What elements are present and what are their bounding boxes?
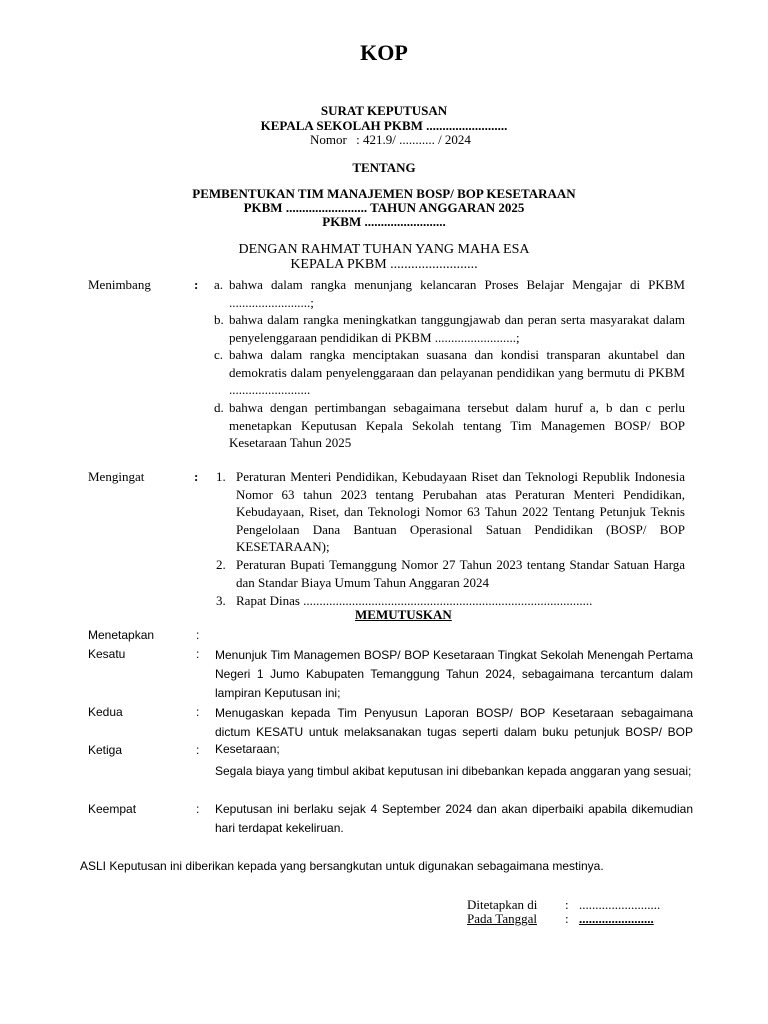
subject-line-1: PEMBENTUKAN TIM MANAJEMEN BOSP/ BOP KESETARAAN [192,186,576,201]
head-line: KEPALA PKBM ......................... [290,257,478,272]
menimbang-item-b [214,311,685,347]
nomor-value: : 421.9/ ........... / 2024 [356,132,471,147]
kesatu-colon: : [196,647,200,661]
item-marker: a. [214,277,224,292]
pada-tanggal-row [467,911,578,927]
blessing-line: DENGAN RAHMAT TUHAN YANG MAHA ESA [238,242,530,257]
memutuskan-heading: MEMUTUSKAN [355,607,452,622]
kedua-text: Menugaskan kepada Tim Penyusun Laporan BOSP/ BOP Kesetaraan sebagaimana dictum KESATU untuk melaksanakan tugas seperti dalam buku petunjuk BOSP/ BOP [215,706,693,739]
keempat-label: Keempat [88,802,137,816]
menimbang-label: Menimbang [88,277,151,292]
item-marker: d. [214,400,224,415]
menetapkan-colon: : [196,628,200,642]
kop-heading: KOP [360,40,408,65]
kesatu-label: Kesatu [88,647,126,661]
item-marker: c. [214,347,224,362]
menimbang-item-a [214,276,685,312]
mengingat-item-2 [216,556,685,592]
item-text: Rapat Dinas ......................................................................................... [236,593,593,608]
menimbang-item-c [214,346,685,400]
item-text: bahwa dalam rangka menciptakan suasana dan kondisi transparan akuntabel dan demokratis dalam penyelenggaraan dan pelayanan pendidikan yang bermutu di PKBM ......................... [229,347,685,397]
kedua-label: Kedua [88,705,123,719]
ditetapkan-label: Ditetapkan di [467,897,538,912]
keempat-colon: : [196,802,200,816]
closing-statement: ASLI Keputusan ini diberikan kepada yang bersangkutan untuk digunakan sebagaimana mestinya. [80,859,604,873]
item-marker: 2. [216,557,226,572]
subject-line-2: PKBM ......................... TAHUN ANGGARAN 2025 [243,200,525,215]
document-title: SURAT KEPUTUSAN [320,103,448,118]
ditetapkan-colon: : [565,897,569,912]
item-marker: 1. [216,469,226,484]
ditetapkan-value: ......................... [579,897,661,912]
kedua-colon: : [196,705,200,719]
nomor-line [310,132,471,148]
item-text: bahwa dalam rangka meningkatkan tanggungjawab dan peran serta masyarakat dalam penyelenggaraan pendidikan di PKBM .........................; [229,312,685,345]
menetapkan-label: Menetapkan [88,628,155,642]
kesatu-text: Menunjuk Tim Managemen BOSP/ BOP Kesetaraan Tingkat Sekolah Menengah Pertama Negeri 1 Jumo Kabupaten Temanggung Tahun 2024, sebagaimana tercantum dalam lampiran Keputusan ini; [215,648,693,700]
ketiga-label: Ketiga [88,743,123,757]
tanggal-colon: : [565,911,569,926]
ketiga-text-1: Kesetaraan; [215,742,280,756]
item-text: bahwa dalam rangka menunjang kelancaran Proses Belajar Mengajar di PKBM .........................; [229,277,685,310]
item-marker: b. [214,312,224,327]
item-text: bahwa dengan pertimbangan sebagaimana tersebut dalam huruf a, b dan c perlu menetapkan Keputusan Kepala Sekolah tentang Tim Managemen BOSP/ BOP Kesetaraan Tahun 2025 [229,400,685,450]
ketiga-colon: : [196,743,200,757]
item-text: Peraturan Bupati Temanggung Nomor 27 Tahun 2023 tentang Standar Satuan Harga dan Standar Biaya Umum Tahun Anggaran 2024 [236,557,685,590]
keempat-text: Keputusan ini berlaku sejak 4 September 2024 dan akan diperbaiki apabila dikemudian hari terdapat kekeliruan. [215,802,693,835]
menimbang-item-d [214,399,685,453]
mengingat-item-1 [216,468,685,558]
tentang-heading: TENTANG [352,160,416,175]
tanggal-value: ....................... [579,911,654,926]
issuer-line: KEPALA SEKOLAH PKBM ......................... [260,118,508,133]
ketiga-text-2: Segala biaya yang timbul akibat keputusan ini dibebankan kepada anggaran yang sesuai; [215,764,692,778]
nomor-label: Nomor [310,132,347,147]
mengingat-colon: : [194,469,199,484]
mengingat-label: Mengingat [88,469,145,484]
menimbang-colon: : [194,277,199,292]
subject-line-3: PKBM ......................... [322,214,446,229]
tanggal-label: Pada Tanggal [467,911,537,926]
item-marker: 3. [216,593,226,608]
item-text: Peraturan Menteri Pendidikan, Kebudayaan Riset dan Teknologi Republik Indonesia Nomor 63 tahun 2023 tentang Perubahan atas Peraturan Menteri Pendidikan, Kebudayaan, Riset, dan Teknologi Nomor 63 Tahun 2022 Tentang Petunjuk Teknis Pengelolaan Dana Bantuan Operasional Satuan Pendidikan (BOSP/ BOP KESETARAAN); [236,469,685,554]
